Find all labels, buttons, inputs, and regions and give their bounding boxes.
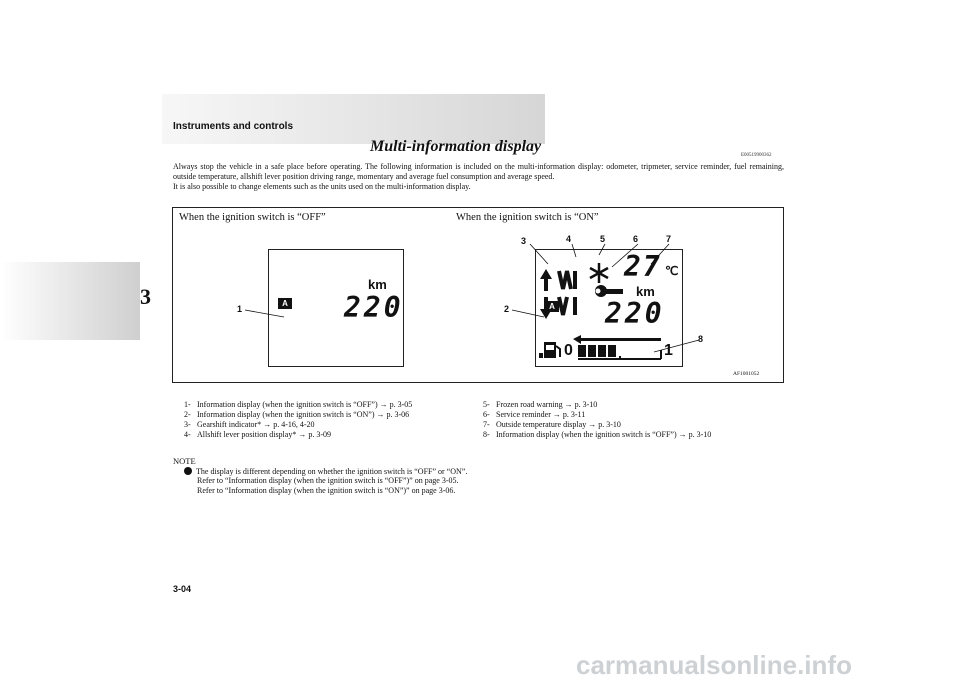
badge-a-off: A <box>282 299 288 308</box>
page-number: 3-04 <box>173 584 192 594</box>
note-block <box>173 457 467 495</box>
page-heading: Multi-information display <box>370 138 542 155</box>
callout-lines <box>172 207 784 383</box>
callout-1: 1 <box>237 304 243 314</box>
legend-item: 2- Information display (when the ignition switch is “ON”) → p. 3-06 <box>184 410 410 419</box>
intro-text <box>173 162 784 192</box>
legend-item: 8- Information display (when the ignition switch is “OFF”) → p. 3-10 <box>483 430 712 439</box>
chapter-number: 3 <box>140 284 151 309</box>
temperature-unit: ℃ <box>665 264 679 278</box>
legend-item: 7- Outside temperature display → p. 3-10 <box>483 420 621 429</box>
unit-km-off: km <box>368 277 387 292</box>
callout-3: 3 <box>521 236 527 246</box>
legend-item: 4- Allshift lever position display* → p. 3-09 <box>184 430 331 439</box>
chapter-tab <box>0 262 140 340</box>
intro-paragraph-2: It is also possible to change elements such as the units used on the multi-information display. <box>173 182 471 191</box>
fuel-scale-low: 0 <box>564 342 573 359</box>
odometer-reading-on: 220 <box>605 297 665 330</box>
legend-item: 3- Gearshift indicator* → p. 4-16, 4-20 <box>184 420 315 429</box>
legend-item: 1- Information display (when the ignition switch is “OFF”) → p. 3-05 <box>184 400 413 409</box>
caption-ignition-on: When the ignition switch is “ON” <box>456 212 599 223</box>
legend-left <box>184 400 412 440</box>
note-label: NOTE <box>173 456 196 466</box>
odometer-reading-off: 220 <box>344 291 404 324</box>
bullet-icon <box>184 467 192 475</box>
intro-paragraph-1: Always stop the vehicle in a safe place before operating. The following information is included on the multi-information display: odometer, tripmeter, service reminder, fuel remaining, outside temperature, allshift lever position driving range, momentary and average fuel consumption and average speed. <box>173 162 784 181</box>
unit-km-on: km <box>636 284 655 299</box>
note-line: Refer to “Information display (when the ignition switch is “OFF”)” on page 3-05. <box>197 476 459 485</box>
legend-item: 6- Service reminder → p. 3-11 <box>483 410 586 419</box>
legend-right <box>483 400 711 440</box>
note-line: Refer to “Information display (when the ignition switch is “ON”)” on page 3-06. <box>197 485 456 495</box>
callout-4: 4 <box>566 234 572 244</box>
callout-6: 6 <box>633 234 639 244</box>
document-code: E00519900362 <box>741 153 772 158</box>
caption-ignition-off: When the ignition switch is “OFF” <box>179 212 326 223</box>
callout-2: 2 <box>504 304 510 314</box>
figure-id: AF1001052 <box>733 371 760 377</box>
watermark: carmanualsonline.info <box>576 650 852 680</box>
badge-a-on: A <box>549 302 555 311</box>
callout-8: 8 <box>698 334 704 344</box>
callout-5: 5 <box>600 234 606 244</box>
section-title: Instruments and controls <box>173 121 294 132</box>
header-band <box>162 94 545 144</box>
fuel-scale-high: 1 <box>664 342 673 359</box>
note-line: The display is different depending on whether the ignition switch is “OFF” or “ON”. <box>173 467 467 477</box>
legend-item: 5- Frozen road warning → p. 3-10 <box>483 400 598 409</box>
outside-temperature: 27 <box>624 250 662 283</box>
callout-7: 7 <box>666 234 672 244</box>
